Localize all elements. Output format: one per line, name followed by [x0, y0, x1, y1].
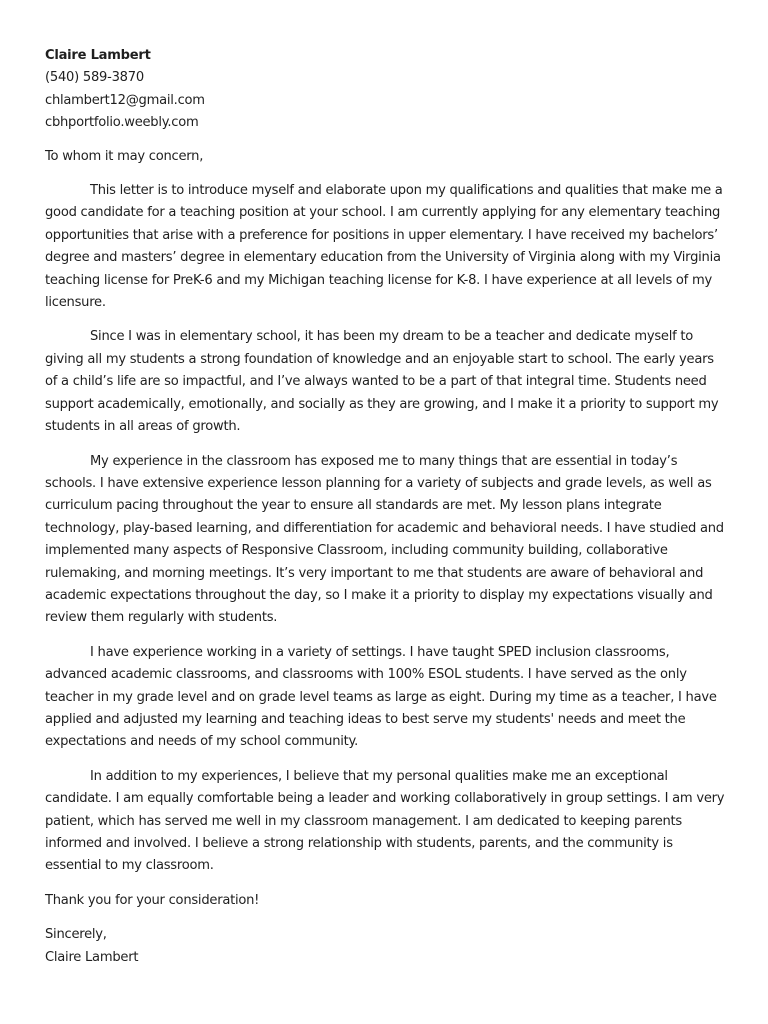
sender-website: cbhportfolio.weebly.com — [45, 115, 199, 131]
cover-letter — [45, 45, 725, 969]
sender-email: chlambert12@gmail.com — [45, 92, 205, 108]
sender-phone: (540) 589-3870 — [45, 70, 144, 86]
body-paragraph-2: Since I was in elementary school, it has been my dream to be a teacher and dedicate myself to giving all my students a strong foundation of knowledge and an enjoyable start to school. The early years of a child’s life are so impactful, and I’ve always wanted to be a part of that integral time. Students need support academically, emotionally, and socially as they are growing, and I make it a priority to support my students in all areas of growth. — [45, 329, 719, 435]
sender-name: Claire Lambert — [45, 48, 151, 63]
closing: Sincerely, — [45, 927, 107, 943]
body-paragraph-4: I have experience working in a variety of settings. I have taught SPED inclusion classrooms, advanced academic classrooms, and classrooms with 100% ESOL students. I have served as the only teacher in my grade level and on grade level teams as large as eight. During my time as a teacher, I have applied and adjusted my learning and teaching ideas to best serve my students' needs and meet the expectations and needs of my school community. — [45, 644, 717, 750]
body-paragraph-3: My experience in the classroom has exposed me to many things that are essential in today’s schools. I have extensive experience lesson planning for a variety of subjects and grade levels, as well as curriculum pacing throughout the year to ensure all standards are met. My lesson plans integrate technology, play-based learning, and differentiation for academic and behavioral needs. I have studied and implemented many aspects of Responsive Classroom, including community building, collaborative rulemaking, and morning meetings. It’s very important to me that students are aware of behavioral and academic expectations throughout the day, so I make it a priority to display my expectations visually and review them regularly with students. — [45, 453, 724, 626]
salutation: To whom it may concern, — [45, 148, 204, 164]
thank-you-line: Thank you for your consideration! — [45, 892, 260, 908]
body-paragraph-1: This letter is to introduce myself and elaborate upon my qualifications and qualities that make me a good candidate for a teaching position at your school. I am currently applying for any elementary teaching opportunities that arise with a preference for positions in upper elementary. I have received my bachelors’ degree and masters’ degree in elementary education from the University of Virginia along with my Virginia teaching license for PreK-6 and my Michigan teaching license for K-8. I have experience at all levels of my licensure. — [45, 183, 723, 311]
signature-name: Claire Lambert — [45, 949, 139, 965]
contact-block — [45, 45, 725, 135]
body-paragraph-5: In addition to my experiences, I believe that my personal qualities make me an exceptional candidate. I am equally comfortable being a leader and working collaboratively in group settings. I am very patient, which has served me well in my classroom management. I am dedicated to keeping parents informed and involved. I believe a strong relationship with students, parents, and the community is essential to my classroom. — [45, 768, 725, 874]
